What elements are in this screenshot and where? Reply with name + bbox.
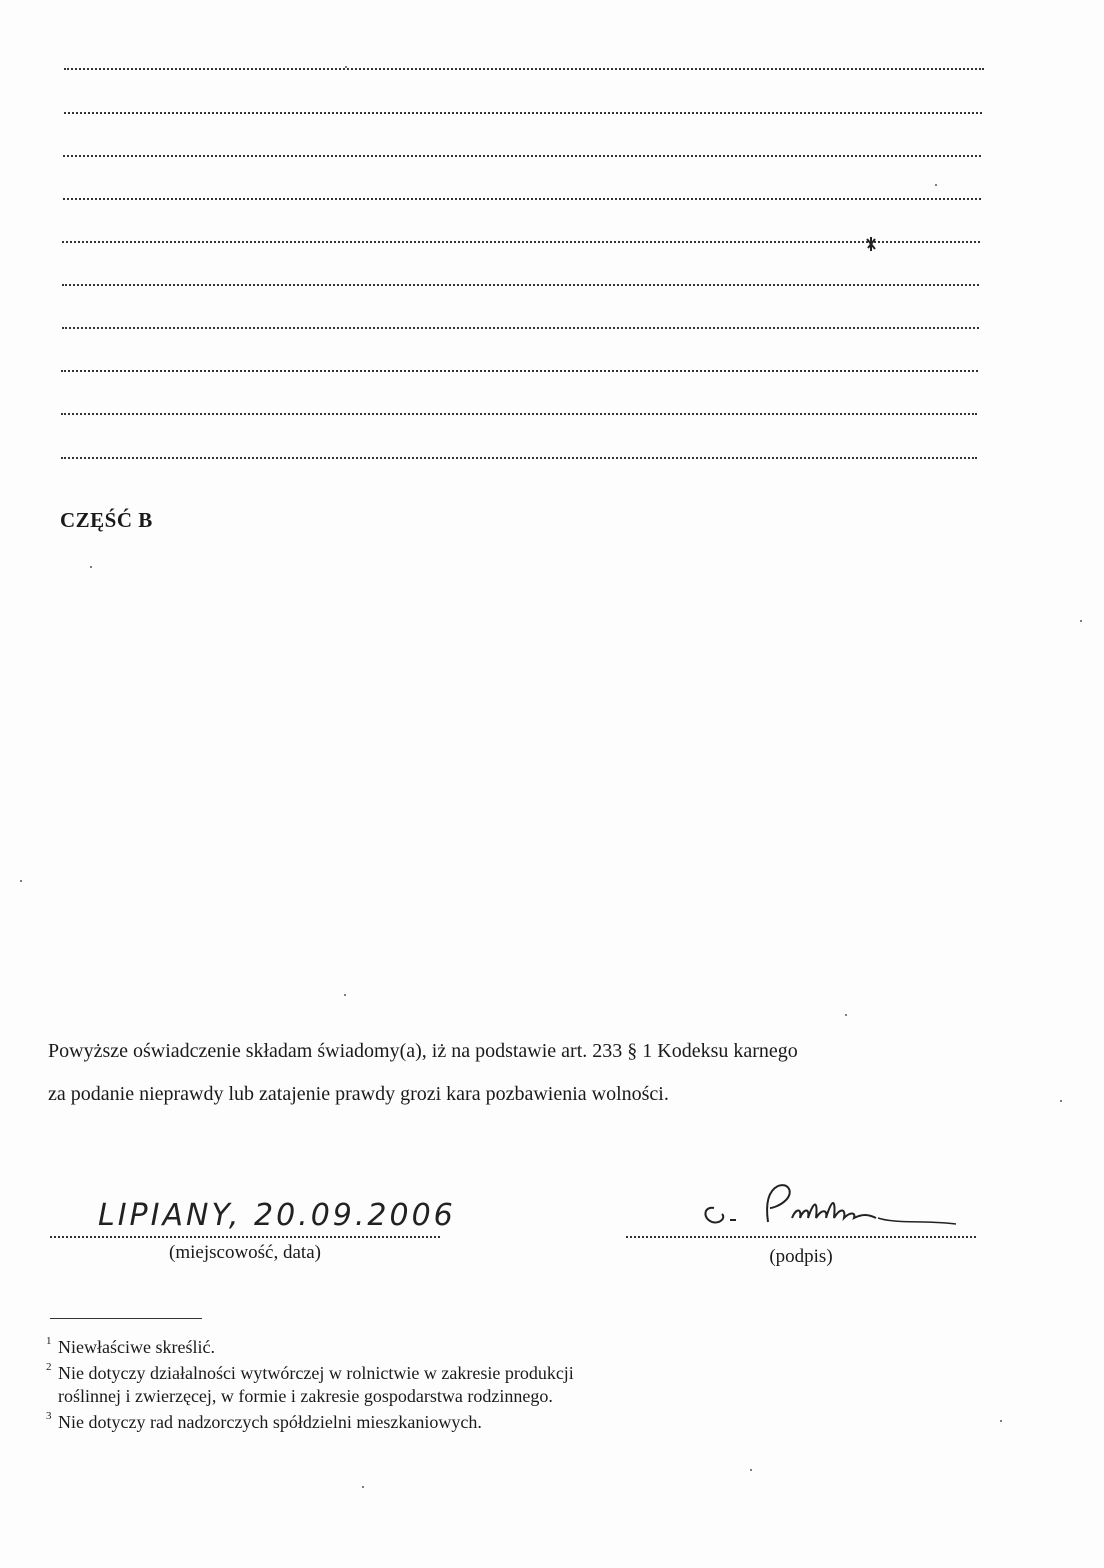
blank-line <box>62 241 980 243</box>
scan-speck <box>750 1469 752 1471</box>
scan-speck <box>845 1014 847 1016</box>
declaration-statement <box>48 1030 1008 1116</box>
footnote-text: Nie dotyczy działalności wytwórczej w rolnictwie w zakresie produkcji roślinnej i zwierzęcej, w formie i zakresie gospodarstwa rodzinnego. <box>58 1363 574 1406</box>
scan-speck <box>1060 1100 1062 1102</box>
place-date-handwriting: LIPIANY, 20.09.2006 <box>98 1198 456 1233</box>
footnote-marker: 3 <box>46 1410 52 1422</box>
footnotes <box>46 1336 646 1434</box>
statement-line-2: za podanie nieprawdy lub zatajenie prawdy grozi kara pozbawienia wolności. <box>48 1083 669 1105</box>
signature-block <box>626 1198 976 1268</box>
scan-speck <box>344 994 346 996</box>
blank-line <box>61 370 978 372</box>
scan-speck <box>345 66 347 68</box>
blank-line <box>61 413 977 415</box>
place-date-caption: (miejscowość, data) <box>169 1242 321 1263</box>
blank-line <box>62 284 979 286</box>
place-date-block <box>50 1198 456 1264</box>
blank-line <box>63 198 981 200</box>
blank-line <box>64 112 982 114</box>
scan-speck <box>1000 1420 1002 1422</box>
footnote-divider <box>50 1318 202 1319</box>
handwritten-signature <box>696 1178 986 1240</box>
section-heading: CZĘŚĆ B <box>60 508 153 532</box>
blank-line <box>62 327 979 329</box>
blank-line <box>63 155 981 157</box>
footnote-text: Niewłaściwe skreślić. <box>58 1337 215 1357</box>
scan-speck <box>935 184 937 186</box>
footnote-2 <box>46 1362 618 1408</box>
statement-line-1: Powyższe oświadczenie składam świadomy(a), iż na podstawie art. 233 § 1 Kodeksu karnego <box>48 1040 798 1062</box>
blank-line <box>64 68 984 70</box>
scan-speck <box>1080 620 1082 622</box>
footnote-1 <box>46 1336 646 1359</box>
footnote-3 <box>46 1411 646 1434</box>
place-date-line <box>50 1236 440 1238</box>
footnote-text: Nie dotyczy rad nadzorczych spółdzielni mieszkaniowych. <box>58 1412 482 1432</box>
footnote-marker: 2 <box>46 1361 52 1373</box>
blank-line <box>61 457 977 459</box>
ink-mark <box>864 236 878 252</box>
scan-speck <box>90 566 92 568</box>
scan-speck <box>362 1486 364 1488</box>
footnote-marker: 1 <box>46 1335 52 1347</box>
signature-caption: (podpis) <box>769 1246 833 1267</box>
scan-speck <box>20 880 22 882</box>
